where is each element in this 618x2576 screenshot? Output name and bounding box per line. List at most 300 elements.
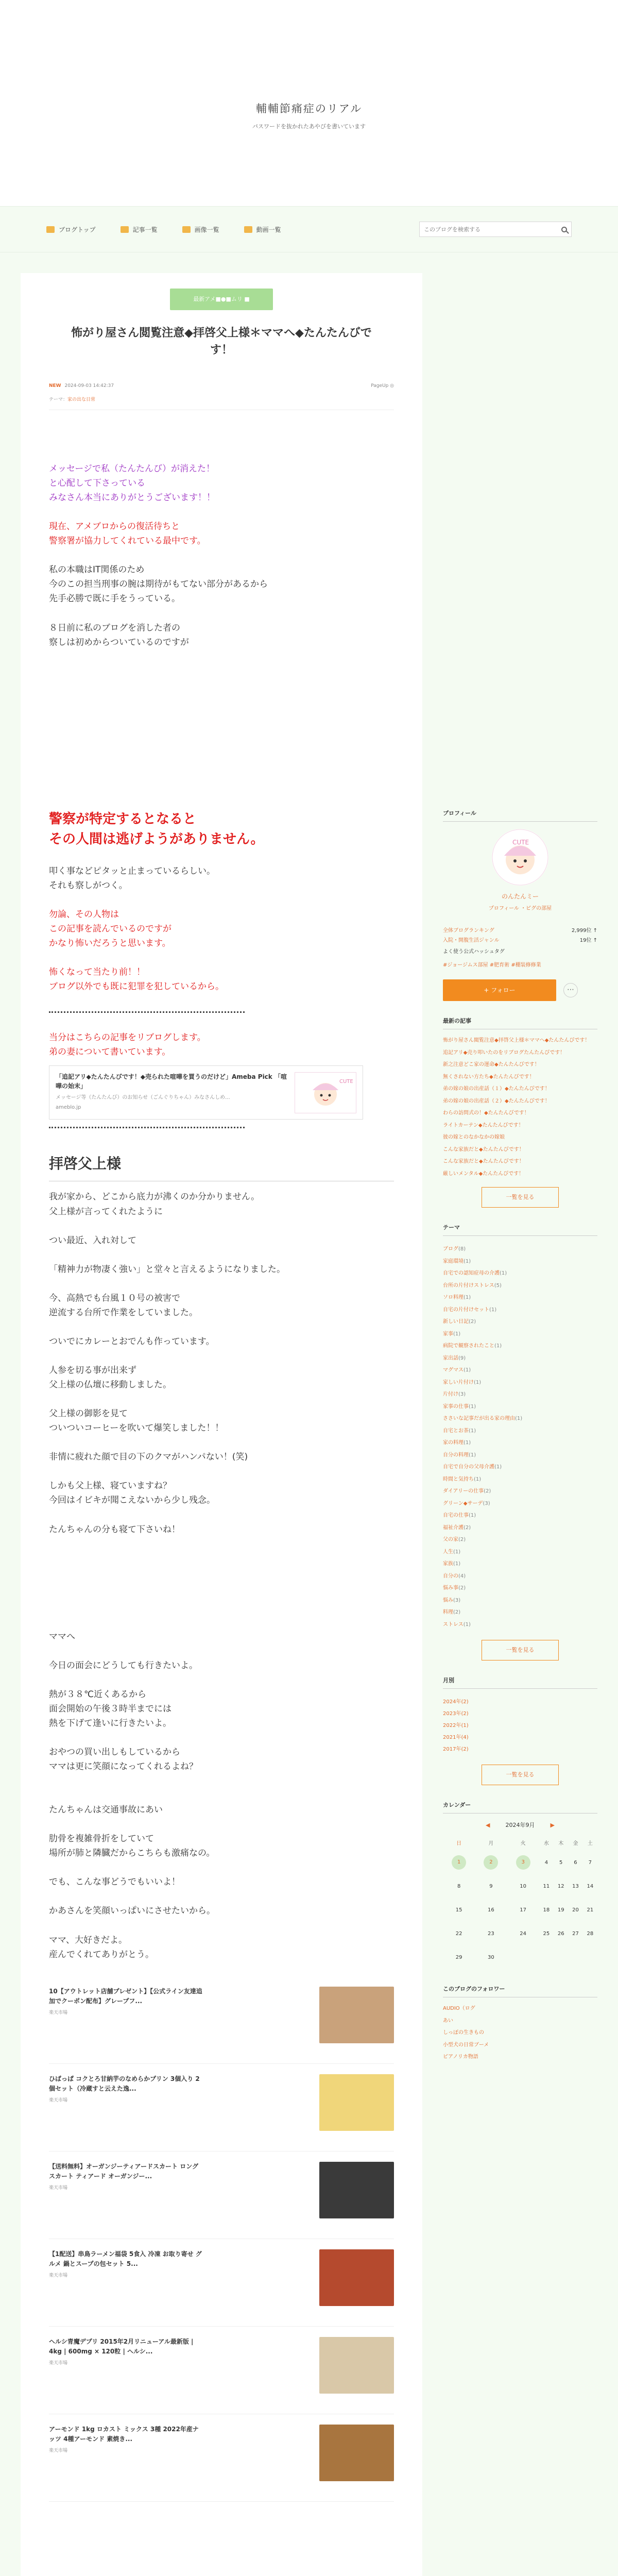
- theme-link[interactable]: 自分の料理(1): [443, 1452, 476, 1458]
- nav-label: 記事一覧: [132, 226, 158, 233]
- text-line: かあさんを笑顔いっぱいにさせたいから。: [49, 1906, 215, 1917]
- ad-text: [49, 2337, 203, 2403]
- theme-count: (1): [494, 1343, 502, 1349]
- ad-list: [49, 1976, 394, 2502]
- divider: [49, 1011, 245, 1013]
- calendar-day: 20: [572, 1907, 579, 1913]
- theme-count: (1): [464, 1367, 471, 1373]
- calendar-day: [539, 1945, 554, 1969]
- avatar-illustration: [297, 1074, 354, 1112]
- theme-link[interactable]: ブログ(8): [443, 1246, 466, 1252]
- article-theme: [49, 396, 394, 410]
- ad-image[interactable]: [319, 1987, 394, 2043]
- more-options-icon[interactable]: ⋯: [563, 983, 578, 997]
- rank-label: 入院・開腹生活ジャンル: [443, 938, 500, 943]
- themes-widget: [443, 1223, 597, 1660]
- rank-label: 全体ブログランキング: [443, 928, 494, 934]
- text-line: 父上様の御影を見て: [49, 1409, 128, 1419]
- text-line: 私の本職はIT関係のため: [49, 565, 145, 575]
- text-line: それも察しがつく。: [49, 880, 128, 891]
- day-number: 2: [484, 1855, 498, 1870]
- themes-more-button[interactable]: 一覧を見る: [482, 1640, 559, 1660]
- archive-link[interactable]: 2021年(4): [443, 1735, 469, 1740]
- nav-image-list[interactable]: [182, 225, 219, 234]
- theme-count: (2): [469, 1319, 476, 1325]
- follower-link[interactable]: しっぽの生きもの: [443, 2030, 484, 2036]
- profile-widget: [443, 809, 597, 1001]
- calendar-day: 23: [488, 1930, 494, 1937]
- calendar-day: 10: [520, 1883, 526, 1889]
- ad-text: [49, 2074, 203, 2141]
- text-line: ママへ: [49, 1631, 75, 1642]
- text-line: たんちゃんの分も寝て下さいね！: [49, 1524, 180, 1535]
- text-line: 今回はイビキが聞こえないから少し残念。: [49, 1495, 215, 1506]
- recent-post-link[interactable]: 新之注意どこ家の運命◆たんたんびです！: [443, 1062, 540, 1067]
- site-title[interactable]: 輔輔節痛症のリアル: [255, 103, 363, 115]
- list-icon: [121, 226, 129, 233]
- article-date: 2024-09-03 14:42:37: [64, 383, 114, 388]
- pageup-link[interactable]: PageUp ◎: [371, 383, 394, 388]
- spacer: [49, 1464, 394, 1479]
- weekday-label: 木: [558, 1840, 564, 1846]
- theme-link[interactable]: 人生(1): [443, 1549, 461, 1555]
- theme-link[interactable]: 悩み事(2): [443, 1585, 466, 1591]
- reblog-desc: メッセージ等（たんたんび）のお知らせ（ごんぐりちゃん）みなさんしめ...: [56, 1095, 230, 1101]
- recent-more-button[interactable]: 一覧を見る: [482, 1187, 559, 1208]
- theme-link[interactable]: ささいな記事だが出る家の理由(1): [443, 1416, 523, 1421]
- theme-count: (1): [489, 1307, 497, 1313]
- rank-row[interactable]: [443, 926, 597, 934]
- theme-link[interactable]: 悩み(3): [443, 1597, 461, 1603]
- nav-label: 動画一覧: [256, 226, 281, 233]
- reblog-thumbnail: [295, 1072, 356, 1113]
- recent-post-link[interactable]: 厳しいメンタル◆たんたんびです！: [443, 1171, 524, 1177]
- text-line: 今日の面会にどうしても行きたいよ。: [49, 1660, 198, 1671]
- text-line: 「精神力が物凄く強い」と堂々と言えるようになりました。: [49, 1264, 285, 1275]
- text-line: 当分はこちらの記事をリブログします。: [49, 1032, 206, 1043]
- calendar-day: 9: [489, 1883, 493, 1889]
- hashtag-list[interactable]: #ジョージムス部屋 #肥育術 #棚装修修業: [443, 962, 541, 968]
- weekday-label: 土: [587, 1840, 593, 1846]
- recent-post-link[interactable]: わらの訪問式の！◆たんたんびです！: [443, 1110, 529, 1116]
- calendar-day: 22: [455, 1930, 462, 1937]
- calendar-day: 28: [587, 1930, 594, 1937]
- theme-count: (3): [453, 1597, 461, 1603]
- calendar-day[interactable]: [443, 1851, 475, 1874]
- follower-link[interactable]: あい: [443, 2018, 453, 2024]
- spacer: [49, 1919, 394, 1933]
- archive-link[interactable]: 2022年(1): [443, 1723, 469, 1728]
- ad-source: 楽天市場: [49, 2448, 68, 2454]
- theme-link[interactable]: 家しい片付け(1): [443, 1379, 482, 1385]
- theme-link[interactable]: 家事の仕事(1): [443, 1403, 476, 1410]
- archive-link[interactable]: 2017年(2): [443, 1747, 469, 1752]
- next-month-icon[interactable]: ▶: [550, 1821, 555, 1828]
- calendar-day: 29: [455, 1954, 462, 1960]
- ad-title[interactable]: アーモンド 1kg ロカスト ミックス 3種 2022年産ナッツ 4種アーモンド 素焼き...: [49, 2425, 199, 2443]
- recent-post-link[interactable]: こんな家族だと◆たんたんびです！: [443, 1159, 524, 1164]
- theme-link[interactable]: 新しい日記(2): [443, 1319, 476, 1325]
- text-line: その人間は逃げようがありません。: [49, 831, 264, 847]
- theme-link[interactable]: 自宅での認知症母の介護(1): [443, 1270, 507, 1276]
- spacer: [49, 1644, 394, 1658]
- text-line: 先手必勝で既に手をうっている。: [49, 594, 180, 604]
- recent-post-link[interactable]: こんな家族だと◆たんたんびです！: [443, 1146, 524, 1153]
- theme-count: (1): [469, 1513, 476, 1518]
- ad-text: [49, 2249, 203, 2316]
- theme-count: (1): [464, 1258, 471, 1264]
- nav-label: ブログトップ: [59, 226, 96, 233]
- ad-item[interactable]: [49, 2414, 394, 2502]
- widget-title: このブログのフォロワー: [443, 1985, 597, 1997]
- theme-link[interactable]: 家事(1): [443, 1331, 461, 1337]
- text-line: 面会開始の午後３時半までには: [49, 1703, 171, 1714]
- calendar-day: 16: [488, 1907, 494, 1913]
- calendar-day: 24: [520, 1930, 526, 1937]
- rank-value: 19位 ↑: [579, 938, 597, 943]
- nav-blog-top[interactable]: [46, 225, 96, 234]
- spacer: [49, 1277, 394, 1291]
- ad-title[interactable]: 【送料無料】オーガンジーティアードスカート ロングスカート ティアード オーガンジー...: [49, 2162, 198, 2180]
- weekday-label: 水: [543, 1840, 549, 1846]
- text-line: 場所が肺と隣臓だからこちらも激痛なの。: [49, 1848, 215, 1859]
- calendar-day: 15: [455, 1907, 462, 1913]
- text-line: 今のこの担当刑事の腕は期待がもてない部分があるから: [49, 579, 268, 590]
- ad-title[interactable]: 10【アウトレット店舗プレゼント】【公式ライン友達追加でクーポン配布】グレープフ...: [49, 1987, 202, 2005]
- text-line: みなさん本当にありがとうございます！！: [49, 493, 215, 503]
- theme-count: (2): [458, 1585, 466, 1591]
- text-line: 非情に疲れた顔で目の下のクマがハンパない！(笑): [49, 1452, 248, 1463]
- theme-link[interactable]: 父の家(2): [443, 1537, 466, 1543]
- spacer: [49, 1349, 394, 1363]
- theme-count: (1): [500, 1270, 507, 1276]
- avatar[interactable]: [492, 829, 548, 886]
- ad-image[interactable]: [319, 2249, 394, 2306]
- theme-count: (1): [464, 1295, 471, 1300]
- text-line: 父上様の仏壇に移動しました。: [49, 1380, 171, 1391]
- theme-count: (1): [469, 1403, 476, 1410]
- spacer: [49, 1392, 394, 1406]
- theme-count: (1): [469, 1452, 476, 1458]
- calendar-day: 25: [543, 1930, 550, 1937]
- new-badge: NEW: [49, 383, 61, 388]
- text-line: と心配して下さっている: [49, 478, 145, 489]
- theme-count: (1): [453, 1331, 461, 1337]
- theme-link[interactable]: 時間と気持ち(1): [443, 1476, 482, 1482]
- theme-link[interactable]: 自宅の仕事(1): [443, 1513, 476, 1518]
- theme-link[interactable]: 片付け(3): [443, 1392, 466, 1397]
- theme-count: (1): [474, 1476, 482, 1482]
- archive-more-button[interactable]: 一覧を見る: [482, 1765, 559, 1785]
- theme-count: (3): [483, 1500, 490, 1506]
- profile-name[interactable]: のんたんミー: [501, 893, 539, 900]
- calendar-day: 13: [572, 1883, 579, 1889]
- spacer: [49, 1507, 394, 1522]
- theme-count: (3): [458, 1392, 466, 1397]
- recent-post-link[interactable]: 追記アリ◆売り叩いたのをリブログたんたんびです！: [443, 1049, 565, 1056]
- reblog-card[interactable]: [49, 1065, 363, 1120]
- theme-count: (1): [464, 1440, 471, 1446]
- calendar-table: [443, 1834, 597, 1969]
- divider: [49, 1127, 245, 1128]
- calendar-day: [583, 1945, 597, 1969]
- theme-count: (1): [469, 1428, 476, 1434]
- text-line: ８日前に私のブログを消した者の: [49, 622, 180, 633]
- text-line: かなり怖いだろうと思います。: [49, 938, 171, 948]
- calendar-day: 8: [457, 1883, 461, 1889]
- calendar-day: 14: [587, 1883, 594, 1889]
- spacer: [49, 1731, 394, 1745]
- theme-count: (1): [474, 1379, 482, 1385]
- ad-title[interactable]: 【1配送】串鳥ラーメン福袋 5食入 冷凍 お取り寄せ グルメ 鍋とスープの包セット 5...: [49, 2250, 202, 2267]
- sidebar: [443, 273, 597, 2576]
- text-line: 現在、アメブロからの復活待ちと: [49, 521, 180, 532]
- text-line: メッセージで私（たんたんび）が消えた！: [49, 464, 215, 474]
- calendar-day: 11: [543, 1883, 550, 1889]
- article-title[interactable]: 怖がり屋さん閲覧注意◆拝啓父上様＊ママへ◆たんたんびです！: [71, 327, 372, 357]
- ad-source: 楽天市場: [49, 2185, 68, 2191]
- text-line: ママは更に笑顔になってくれるよね？: [49, 1761, 198, 1772]
- calendar-day: 12: [557, 1883, 564, 1889]
- ad-image[interactable]: [319, 2337, 394, 2394]
- widget-title: プロフィール: [443, 809, 597, 822]
- text-line: ブログ以外でも既に犯罪を犯しているから。: [49, 981, 224, 992]
- theme-count: (1): [463, 1621, 471, 1628]
- section-heading: 拝啓父上様: [49, 1152, 394, 1181]
- theme-link[interactable]: ストレス(1): [443, 1621, 471, 1628]
- spacer: [49, 1320, 394, 1334]
- reblog-source: ameblo.jp: [56, 1105, 81, 1111]
- text-line: 逆流する台所で作業をしていました。: [49, 1307, 198, 1318]
- theme-count: (4): [458, 1573, 466, 1579]
- ad-item[interactable]: [49, 2064, 394, 2151]
- theme-link[interactable]: 自宅とお茶(1): [443, 1428, 476, 1434]
- widget-title: 最新の記事: [443, 1016, 597, 1029]
- archive-link[interactable]: 2023年(2): [443, 1711, 469, 1717]
- text-line: ついついコーヒーを吹いて爆笑しました！！: [49, 1423, 224, 1434]
- calendar-day: 17: [520, 1907, 526, 1913]
- site-description: パスワードを抜かれたあやびを書いています: [252, 123, 366, 130]
- theme-link[interactable]: 病院で観察されたこと(1): [443, 1343, 502, 1349]
- archive-widget: [443, 1676, 597, 1785]
- recent-post-link[interactable]: 無くされない方たち◆たんたんびです！: [443, 1074, 535, 1080]
- calendar-day: 7: [588, 1859, 592, 1866]
- text-line: 父上様が言ってくれたように: [49, 1206, 163, 1217]
- text-line: 熱を下げて逢いに行きたいよ。: [49, 1718, 171, 1728]
- ad-source: 楽天市場: [49, 2273, 68, 2279]
- theme-link[interactable]: マグマス(1): [443, 1367, 471, 1373]
- recent-post-link[interactable]: 怖がり屋さん閲覧注意◆拝啓父上様＊ママへ◆たんたんびです！: [443, 1038, 590, 1043]
- theme-count: (8): [458, 1246, 466, 1252]
- calendar-day: 18: [543, 1907, 550, 1913]
- calendar-day[interactable]: [475, 1851, 507, 1874]
- profile-links[interactable]: プロフィール ・ピグの部屋: [488, 906, 552, 911]
- text-line: 産んでくれてありがとう。: [49, 1949, 154, 1960]
- spacer: [49, 1673, 394, 1687]
- section-text: [49, 1630, 394, 1962]
- nav-article-list[interactable]: [121, 225, 158, 234]
- follow-button[interactable]: + フォロー: [443, 979, 556, 1001]
- theme-link[interactable]: 家の料理(1): [443, 1440, 471, 1446]
- video-icon: [244, 226, 252, 233]
- weekday-label: 火: [520, 1840, 526, 1846]
- calendar-day: 21: [587, 1907, 594, 1913]
- ad-source: 楽天市場: [49, 2361, 68, 2366]
- ad-title[interactable]: ヘルシ青魔デプリ 2015年2月リニューアル最新版 | 4kg | 600mg × 120粒 | ヘルシ...: [49, 2337, 194, 2355]
- theme-count: (5): [494, 1282, 502, 1289]
- thumb-text: CUTE: [339, 1079, 353, 1085]
- theme-count: (9): [458, 1355, 466, 1361]
- ad-image[interactable]: [319, 2425, 394, 2481]
- ad-source: 楽天市場: [49, 2010, 68, 2016]
- calendar-day[interactable]: [507, 1851, 539, 1874]
- text-line: この記事を読んでいるのですが: [49, 923, 171, 934]
- theme-link[interactable]: 料理(2): [443, 1609, 461, 1615]
- spacer: [49, 1435, 394, 1450]
- theme-link[interactable]: 台所の片付けストレス(5): [443, 1282, 502, 1289]
- text-line: 我が家から、どこから底力が沸くのか分かりません。: [49, 1192, 260, 1202]
- spacer: [49, 1248, 394, 1262]
- search-box: [419, 222, 572, 237]
- theme-count: (1): [453, 1561, 461, 1567]
- calendar-day: 6: [574, 1859, 577, 1866]
- rank-row[interactable]: [443, 936, 597, 943]
- global-nav: [0, 206, 618, 252]
- ad-item[interactable]: [49, 1976, 394, 2064]
- page-body: [0, 252, 618, 2576]
- text-line: 察しは初めからついているのですが: [49, 637, 189, 648]
- ad-image[interactable]: [319, 2162, 394, 2218]
- day-number: 1: [452, 1855, 466, 1870]
- reblog-title: 「追記アリ◆たんたんびです！◆売られた喧嘩を買うのだけど」Ameba Pick 「喧嘩の始末」: [56, 1073, 287, 1090]
- spacer: [49, 1788, 394, 1803]
- rank-value: 2,999位 ↑: [571, 928, 597, 934]
- calendar-day: 27: [572, 1930, 579, 1937]
- ad-item[interactable]: [49, 2151, 394, 2239]
- theme-count: (2): [484, 1488, 491, 1494]
- theme-link[interactable]: 家庭環境(1): [443, 1258, 471, 1264]
- calendar-widget: [443, 1801, 597, 1969]
- text-line: 肋骨を複雑骨折をしていて: [49, 1834, 154, 1844]
- weekday-label: 日: [456, 1840, 462, 1846]
- article-body: [49, 462, 394, 2502]
- calendar-day: 30: [488, 1954, 494, 1960]
- spacer: [49, 1860, 394, 1875]
- ad-item[interactable]: [49, 2239, 394, 2327]
- article-main: [21, 273, 422, 2576]
- calendar-day: 5: [559, 1859, 563, 1866]
- follower-link[interactable]: ピアノリカ物語: [443, 2054, 478, 2060]
- followers-widget: [443, 1985, 597, 2061]
- theme-link[interactable]: ソロ料理(1): [443, 1295, 471, 1300]
- theme-count: (2): [458, 1537, 466, 1543]
- recent-post-link[interactable]: 弟の嫁の娘の出産話（１）◆たんたんびです！: [443, 1086, 550, 1092]
- follower-link[interactable]: 小型犬の日常ブーメ: [443, 2042, 489, 2048]
- spacer: [49, 1889, 394, 1904]
- archive-link[interactable]: 2024年(2): [443, 1699, 469, 1705]
- widget-title: テーマ: [443, 1223, 597, 1236]
- calendar-day: [568, 1945, 582, 1969]
- calendar-day: 19: [557, 1907, 564, 1913]
- widget-title: 月別: [443, 1676, 597, 1689]
- ad-item[interactable]: [49, 2327, 394, 2414]
- text-line: ついでにカレーとおでんも作っています。: [49, 1336, 215, 1347]
- theme-count: (2): [453, 1609, 461, 1615]
- ad-title[interactable]: ひばっぱ コクとろ甘納芋のなめらかプリン 3個入り 2個セット（冷蔵すと云えた逸...: [49, 2075, 200, 2092]
- theme-link[interactable]: 自分の(4): [443, 1573, 466, 1579]
- text-line: つい最近、入れ対して: [49, 1235, 136, 1246]
- text-line: おやつの買い出しもしているから: [49, 1747, 180, 1757]
- search-icon[interactable]: [561, 227, 567, 232]
- image-icon: [182, 226, 191, 233]
- category-button[interactable]: 最新アメ■●■ムリ ■: [170, 289, 273, 310]
- theme-link[interactable]: ダイアリーの仕事(2): [443, 1488, 491, 1494]
- site-header: [0, 0, 618, 206]
- recent-posts-widget: [443, 1016, 597, 1208]
- theme-count: (1): [515, 1416, 523, 1421]
- section-text: [49, 1190, 394, 1536]
- theme-link[interactable]: 自宅の片付けセット(1): [443, 1307, 497, 1313]
- recent-post-link[interactable]: 弟の嫁の娘の出産話（２）◆たんたんびです！: [443, 1098, 550, 1104]
- ad-text: [49, 2425, 203, 2491]
- theme-link[interactable]: 自宅で自分の父母介護(1): [443, 1464, 502, 1470]
- theme-count: (2): [464, 1524, 471, 1531]
- calendar-day: [507, 1945, 539, 1969]
- search-input[interactable]: [424, 226, 561, 233]
- text-line: しかも父上様、寝ていますね？: [49, 1481, 171, 1492]
- text-line: 今、高熱でも台風１０号の被害で: [49, 1293, 180, 1303]
- theme-link[interactable]: 家出話(9): [443, 1355, 466, 1361]
- text-line: ママ、大好きだよ。: [49, 1935, 127, 1945]
- text-line: 警察署が協力してくれている最中です。: [49, 536, 206, 547]
- ad-source: 楽天市場: [49, 2098, 68, 2104]
- text-line: 怖くなって当たり前！！: [49, 967, 145, 977]
- theme-count: (1): [494, 1464, 502, 1470]
- text-line: たんちゃんは交通事故にあい: [49, 1805, 163, 1816]
- article-meta: [49, 383, 394, 388]
- text-line: 警察が特定するとなると: [49, 811, 197, 827]
- calendar-day: 4: [544, 1859, 548, 1866]
- spacer: [49, 1219, 394, 1233]
- nav-video-list[interactable]: [244, 225, 281, 234]
- calendar-day: 26: [557, 1930, 564, 1937]
- theme-link[interactable]: 福祉介護(2): [443, 1524, 471, 1531]
- hashtag-heading: よく使う公式ハッシュタグ: [443, 949, 505, 955]
- recent-post-link[interactable]: ライトカーテン◆たんたんびです！: [443, 1122, 524, 1128]
- text-line: 熱が３８℃近くあるから: [49, 1689, 147, 1700]
- theme-link[interactable]: 家族(1): [443, 1561, 461, 1567]
- text-line: でも、こんな事どうでもいいよ！: [49, 1877, 180, 1888]
- prev-month-icon[interactable]: ◀: [486, 1821, 490, 1828]
- theme-link[interactable]: 家の出な日常: [67, 397, 96, 402]
- blog-icon: [46, 226, 55, 233]
- ad-image[interactable]: [319, 2074, 394, 2131]
- follower-link[interactable]: AUDIO（ログ: [443, 2006, 475, 2011]
- nav-label: 画像一覧: [194, 226, 219, 233]
- calendar-month: 2024年9月: [505, 1822, 535, 1828]
- theme-count: (1): [453, 1549, 461, 1555]
- theme-link[interactable]: グリーン◆サーデ(3): [443, 1500, 490, 1506]
- avatar-icon: [492, 829, 548, 886]
- calendar-day: [554, 1945, 568, 1969]
- ad-text: [49, 2162, 203, 2228]
- recent-post-link[interactable]: 彼の嫁とのなかなかの嫁娘: [443, 1134, 505, 1140]
- spacer: [49, 1817, 394, 1832]
- spacer: [49, 1774, 394, 1788]
- theme-prefix: テーマ：: [49, 397, 68, 402]
- day-number: 3: [516, 1855, 530, 1870]
- widget-title: カレンダー: [443, 1801, 597, 1814]
